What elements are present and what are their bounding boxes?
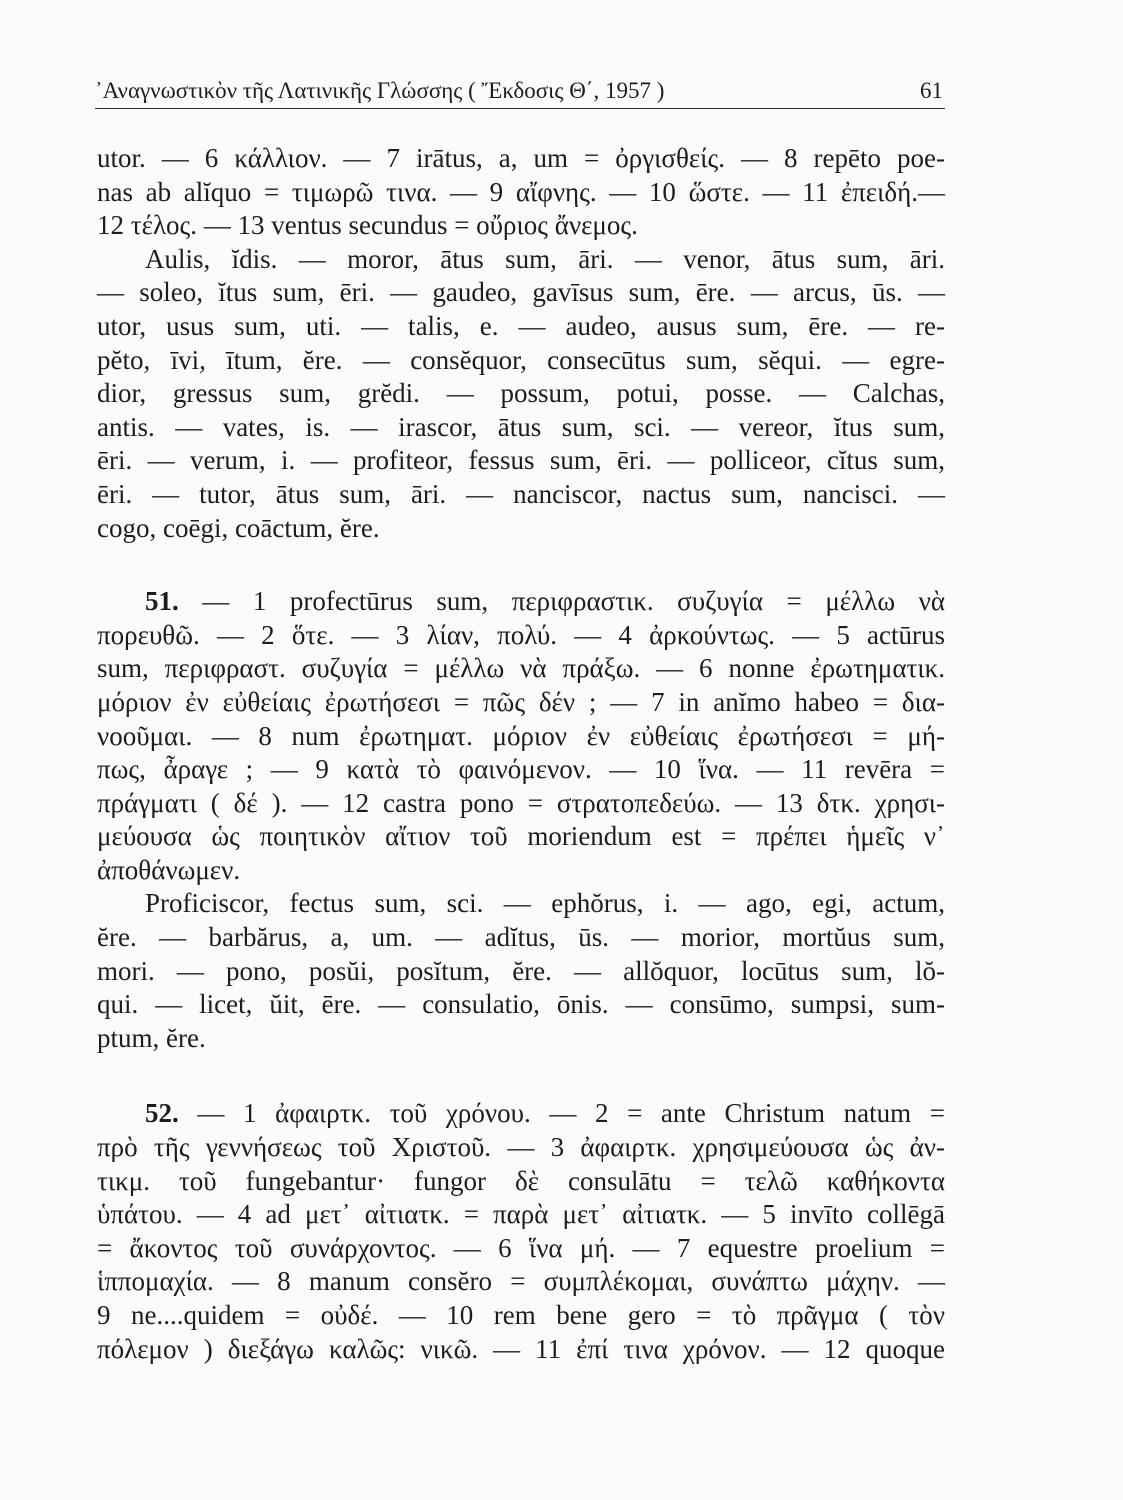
paragraph-notes-50-cont: [97, 142, 945, 243]
text-line: = ἄκοντος τοῦ συνάρχοντος. — 6 ἵνα μή. — 7 equestre proelium =: [97, 1232, 945, 1263]
text-line: μόριον ἐν εὐθείαις ἐρωτήσεσι = πῶς δέν ; — 7 in anĭmo habeo = δια-: [97, 686, 945, 717]
header-title: ᾿Αναγνωστικὸν τῆς Λατινικῆς Γλώσσης ( Ἔκδοσις Θ΄, 1957 ): [95, 78, 665, 103]
text-line: νοοῦμαι. — 8 num ἐρωτηματ. μόριον ἐν εὐθείαις ἐρωτήσεσι = μή-: [97, 720, 945, 751]
text-line: pĕto, īvi, ītum, ĕre. — consĕquor, consecūtus sum, sĕqui. — egre-: [97, 344, 945, 375]
text-line: utor. — 6 κάλλιον. — 7 irātus, a, um = ὀργισθείς. — 8 repēto poe-: [97, 143, 945, 173]
paragraph-vocabulary-51: [97, 887, 945, 1055]
section-gap: [97, 545, 945, 585]
text-line: ἱππομαχία. — 8 manum consĕro = συμπλέκομαι, συνάπτω μάχην. —: [97, 1266, 945, 1297]
text-line: nas ab alĭquo = τιμωρῶ τινα. — 9 αἴφνης. — 10 ὥστε. — 11 ἐπειδή.—: [97, 176, 945, 207]
paragraph-notes-52: [97, 1097, 945, 1366]
section-gap: [97, 1055, 945, 1097]
section-number: 51.: [145, 586, 179, 617]
text-line: ēri. — tutor, ātus sum, āri. — nanciscor, nactus sum, nancisci. —: [97, 478, 945, 509]
text-line: qui. — licet, ŭit, ēre. — consulatio, ōnis. — consūmo, sumpsi, sum-: [97, 989, 945, 1020]
text-line: cogo, coēgi, coāctum, ĕre.: [97, 512, 380, 543]
text-line: πόλεμον ) διεξάγω καλῶς: νικῶ. — 11 ἐπί τινα χρόνον. — 12 quoque: [97, 1333, 945, 1364]
text-line: utor, usus sum, uti. — talis, e. — audeo, ausus sum, ēre. — re-: [97, 310, 945, 341]
page-body: [97, 142, 945, 1366]
text-line: μεύουσα ὡς ποιητικὸν αἴτιον τοῦ moriendum est = πρέπει ἡμεῖς ν᾿: [97, 821, 945, 852]
text-line: ὑπάτου. — 4 ad μετ᾿ αἰτιατκ. = παρὰ μετ᾿ αἰτιατκ. — 5 invīto collēgā: [97, 1199, 945, 1230]
text-line: ēri. — verum, i. — profiteor, fessus sum, ēri. — polliceor, cĭtus sum,: [97, 445, 945, 476]
text-line: τικμ. τοῦ fungebantur· fungor δὲ consulātu = τελῶ καθήκοντα: [97, 1165, 945, 1196]
page-number: 61: [920, 78, 943, 103]
text-line: 9 ne....quidem = οὐδέ. — 10 rem bene gero = τὸ πρᾶγμα ( τὸν: [97, 1300, 945, 1330]
text-line-content: — 1 profectūrus sum, περιφραστικ. συζυγία = μέλλω νὰ: [178, 586, 945, 617]
text-line: sum, περιφραστ. συζυγία = μέλλω νὰ πράξω. — 6 nonne ἐρωτηματικ.: [97, 653, 945, 684]
running-header: [95, 74, 945, 109]
text-line: πως, ἆραγε ; — 9 κατὰ τὸ φαινόμενον. — 10 ἵνα. — 11 revēra =: [97, 754, 945, 785]
text-line: mori. — pono, posŭi, posĭtum, ĕre. — allŏquor, locūtus sum, lŏ-: [97, 955, 945, 986]
text-line: ĕre. — barbărus, a, um. — adĭtus, ūs. — morior, mortŭus sum,: [97, 922, 945, 953]
text-line: πράγματι ( δέ ). — 12 castra pono = στρατοπεδεύω. — 13 δτκ. χρησι-: [97, 787, 945, 818]
text-line: antis. — vates, is. — irascor, ātus sum, sci. — vereor, ĭtus sum,: [97, 411, 945, 442]
text-line: ἀποθάνωμεν.: [97, 854, 241, 885]
paragraph-notes-51: [97, 585, 945, 887]
paragraph-vocabulary-50: [97, 243, 945, 545]
section-number: 52.: [145, 1098, 179, 1129]
text-line: Aulis, ĭdis. — moror, ātus sum, āri. — venor, ātus sum, āri.: [145, 243, 945, 274]
text-line: [97, 1097, 945, 1131]
text-line: πορευθῶ. — 2 ὅτε. — 3 λίαν, πολύ. — 4 ἀρκούντως. — 5 actūrus: [97, 619, 945, 650]
text-line: πρὸ τῆς γεννήσεως τοῦ Χριστοῦ. — 3 ἀφαιρτκ. χρησιμεύουσα ὡς ἀν-: [97, 1132, 945, 1163]
text-line: [97, 585, 945, 619]
text-line: dior, gressus sum, grĕdi. — possum, potui, posse. — Calchas,: [97, 378, 945, 409]
text-line: 12 τέλος. — 13 ventus secundus = οὔριος ἄνεμος.: [97, 210, 638, 241]
text-line-content: — 1 ἀφαιρτκ. τοῦ χρόνου. — 2 = ante Christum natum =: [178, 1098, 945, 1129]
text-line: Proficiscor, fectus sum, sci. — ephŏrus, i. — ago, egi, actum,: [145, 888, 945, 919]
text-line: ptum, ĕre.: [97, 1022, 206, 1053]
text-line: — soleo, ĭtus sum, ēri. — gaudeo, gavīsus sum, ēre. — arcus, ūs. —: [97, 277, 945, 308]
